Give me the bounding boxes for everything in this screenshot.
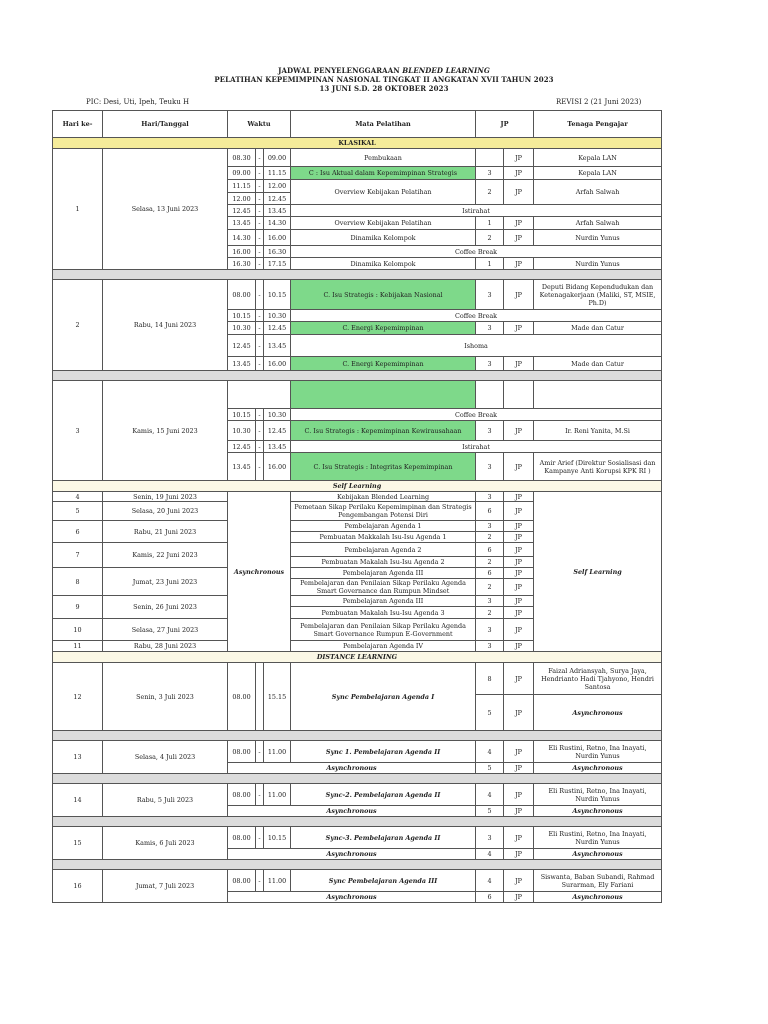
day-number: 11 [53, 641, 103, 652]
jp-number: 2 [476, 579, 504, 596]
jp-number: 3 [476, 492, 504, 502]
jp-unit: JP [504, 453, 534, 481]
break-cell: Coffee Break [291, 409, 662, 421]
table-row [53, 784, 662, 806]
section-title: KLASIKAL [53, 138, 662, 149]
jp-number: 2 [476, 230, 504, 246]
pic-label: PIC: Desi, Uti, Ipeh, Teuku H [86, 98, 190, 106]
jp-unit: JP [504, 543, 534, 557]
async-label: Asynchronous [228, 892, 476, 903]
col-waktu: Waktu [228, 111, 291, 138]
day-number: 9 [53, 596, 103, 619]
course-cell: Overview Kebijakan Pelatihan [291, 180, 476, 205]
jp-unit: JP [504, 357, 534, 371]
course-cell: Pembelajaran Agenda 1 [291, 521, 476, 532]
start-time: 10.15 [228, 409, 256, 421]
jp-unit: JP [504, 596, 534, 607]
start-time: 10.30 [228, 322, 256, 335]
day-number: 13 [53, 741, 103, 774]
jp-unit: JP [504, 663, 534, 695]
start-time: 12.45 [228, 335, 256, 357]
separator-row [53, 270, 662, 280]
jp-unit: JP [504, 217, 534, 230]
jp-number: 3 [476, 322, 504, 335]
course-cell: Pembuatan Makkalah Isu-Isu Agenda 1 [291, 532, 476, 543]
table-row [53, 827, 662, 849]
jp-unit: JP [504, 492, 534, 502]
time-dash: - [256, 441, 264, 453]
col-tanggal: Hari/Tanggal [103, 111, 228, 138]
start-time: 11.15 [228, 180, 256, 193]
time-dash: - [256, 322, 264, 335]
jp-unit: JP [504, 322, 534, 335]
course-cell: Pembuatan Makalah Isu-Isu Agenda 2 [291, 557, 476, 568]
end-time: 11.00 [264, 870, 291, 892]
day-date: Rabu, 5 Juli 2023 [103, 784, 228, 817]
end-time: 12.45 [264, 322, 291, 335]
time-dash: - [256, 149, 264, 167]
async-label: Asynchronous [228, 492, 291, 652]
day-date: Jumat, 23 Juni 2023 [103, 568, 228, 596]
time-dash: - [256, 409, 264, 421]
time-dash: - [256, 205, 264, 217]
time-dash: - [256, 357, 264, 371]
teacher-cell: Asynchronous [534, 695, 662, 731]
jp-number: 3 [476, 357, 504, 371]
day-date: Selasa, 27 Juni 2023 [103, 619, 228, 641]
day-number: 2 [53, 280, 103, 371]
jp-number: 6 [476, 568, 504, 579]
jp-number: 1 [476, 258, 504, 270]
teacher-cell: Nurdin Yunus [534, 258, 662, 270]
day-date: Rabu, 21 Juni 2023 [103, 521, 228, 543]
jp-number: 6 [476, 543, 504, 557]
day-number: 10 [53, 619, 103, 641]
start-time: 13.45 [228, 217, 256, 230]
separator-cell [53, 731, 662, 741]
day-date: Kamis, 22 Juni 2023 [103, 543, 228, 568]
jp-unit: JP [504, 532, 534, 543]
teacher-cell: Eli Rustini, Retno, Ina Inayati, Nurdin Yunus [534, 784, 662, 806]
end-time: 12.00 [264, 180, 291, 193]
teacher-cell: Eli Rustini, Retno, Ina Inayati, Nurdin Yunus [534, 741, 662, 763]
end-time: 10.30 [264, 409, 291, 421]
time-dash: - [256, 421, 264, 441]
start-time: 08.00 [228, 280, 256, 310]
jp-number: 6 [476, 892, 504, 903]
teacher-cell: Siswanta, Baban Subandi, Rahmad Surarman, Ely Fariani [534, 870, 662, 892]
separator-cell [53, 817, 662, 827]
teacher-cell: Kepala LAN [534, 167, 662, 180]
jp-number: 4 [476, 784, 504, 806]
header-row [53, 111, 662, 138]
start-time: 12.45 [228, 205, 256, 217]
jp-unit: JP [504, 892, 534, 903]
day-date: Rabu, 28 Juni 2023 [103, 641, 228, 652]
day-date: Kamis, 15 Juni 2023 [103, 381, 228, 481]
jp-unit: JP [504, 870, 534, 892]
jp-unit: JP [504, 641, 534, 652]
jp-unit: JP [504, 827, 534, 849]
table-row [53, 280, 662, 310]
end-time: 11.15 [264, 167, 291, 180]
time-dash: - [256, 180, 264, 193]
day-date: Kamis, 6 Juli 2023 [103, 827, 228, 860]
table-row [53, 492, 662, 502]
jp-number: 3 [476, 521, 504, 532]
jp-unit: JP [504, 280, 534, 310]
jp-unit: JP [504, 521, 534, 532]
day-number: 5 [53, 502, 103, 521]
async-label: Asynchronous [228, 849, 476, 860]
course-cell: Sync-3. Pembelajaran Agenda II [291, 827, 476, 849]
separator-cell [53, 371, 662, 381]
doc-title-line-2: PELATIHAN KEPEMIMPINAN NASIONAL TINGKAT II ANGKATAN XVII TAHUN 2023 [214, 75, 554, 84]
jp-unit: JP [504, 695, 534, 731]
jp-unit: JP [504, 230, 534, 246]
course-cell: Pembelajaran dan Penilaian Sikap Perilaku Agenda Smart Governance dan Rumpun Mindset [291, 579, 476, 596]
teacher-cell: Deputi Bidang Kependudukan dan Ketenagakerjaan (Maliki, ST, MSIE, Ph.D) [534, 280, 662, 310]
course-cell: Pembuatan Makalah Isu-Isu Agenda 3 [291, 607, 476, 619]
start-time: 08.30 [228, 149, 256, 167]
doc-title-line-3: 13 JUNI S.D. 28 OKTOBER 2023 [319, 84, 449, 93]
jp-number: 6 [476, 502, 504, 521]
col-mata: Mata Pelatihan [291, 111, 476, 138]
section-row [53, 652, 662, 663]
teacher-cell: Kepala LAN [534, 149, 662, 167]
jp-unit: JP [504, 607, 534, 619]
separator-cell [53, 270, 662, 280]
jp-number: 1 [476, 217, 504, 230]
end-time: 13.45 [264, 335, 291, 357]
course-cell: C. Energi Kepemimpinan [291, 357, 476, 371]
start-time: 12.45 [228, 441, 256, 453]
jp-number: 5 [476, 695, 504, 731]
course-cell: Pembelajaran Agenda IV [291, 641, 476, 652]
async-label: Asynchronous [228, 806, 476, 817]
end-time: 13.45 [264, 441, 291, 453]
start-time: 08.00 [228, 870, 256, 892]
end-time: 13.45 [264, 205, 291, 217]
course-cell [291, 381, 476, 409]
col-jp: JP [476, 111, 534, 138]
jp-unit: JP [504, 180, 534, 205]
break-cell: Istirahat [291, 205, 662, 217]
day-number: 3 [53, 381, 103, 481]
break-cell: Istirahat [291, 441, 662, 453]
break-cell: Coffee Break [291, 310, 662, 322]
start-time: 14.30 [228, 230, 256, 246]
time-dash: - [256, 167, 264, 180]
col-hari-ke: Hari ke- [53, 111, 103, 138]
teacher-cell: Asynchronous [534, 849, 662, 860]
col-pengajar: Tenaga Pengajar [534, 111, 662, 138]
start-time: 08.00 [228, 663, 256, 731]
start-time: 09.00 [228, 167, 256, 180]
jp-number [476, 149, 504, 167]
schedule-table [52, 110, 662, 903]
jp-number: 2 [476, 532, 504, 543]
day-date: Selasa, 4 Juli 2023 [103, 741, 228, 774]
start-time: 13.45 [228, 453, 256, 481]
course-cell: Sync 1. Pembelajaran Agenda II [291, 741, 476, 763]
jp-number: 3 [476, 619, 504, 641]
jp-number: 3 [476, 827, 504, 849]
course-cell: Pemetaan Sikap Perilaku Kepemimpinan dan Strategis Pengembangan Potensi Diri [291, 502, 476, 521]
course-cell: Pembelajaran Agenda III [291, 568, 476, 579]
jp-unit: JP [504, 763, 534, 774]
teacher-cell: Arfah Salwah [534, 217, 662, 230]
day-date: Senin, 26 Juni 2023 [103, 596, 228, 619]
course-cell: Overview Kebijakan Pelatihan [291, 217, 476, 230]
time-dash: - [256, 230, 264, 246]
separator-row [53, 817, 662, 827]
separator-row [53, 774, 662, 784]
separator-cell [53, 860, 662, 870]
end-time: 10.15 [264, 827, 291, 849]
jp-unit: JP [504, 806, 534, 817]
jp-number: 3 [476, 280, 504, 310]
jp-number: 4 [476, 741, 504, 763]
table-row [53, 149, 662, 167]
course-cell: C. Isu Strategis : Integritas Kepemimpinan [291, 453, 476, 481]
end-time: 11.00 [264, 784, 291, 806]
course-cell: Pembelajaran Agenda 2 [291, 543, 476, 557]
self-learning-label: Self Learning [534, 492, 662, 652]
day-number: 4 [53, 492, 103, 502]
course-cell: C. Energi Kepemimpinan [291, 322, 476, 335]
end-time: 11.00 [264, 741, 291, 763]
time-dash: - [256, 258, 264, 270]
jp-unit: JP [504, 167, 534, 180]
end-time: 14.30 [264, 217, 291, 230]
separator-cell [53, 774, 662, 784]
jp-number: 5 [476, 763, 504, 774]
teacher-cell: Made dan Catur [534, 357, 662, 371]
table-row [53, 870, 662, 892]
jp-unit: JP [504, 741, 534, 763]
start-time: 08.00 [228, 784, 256, 806]
day-number: 6 [53, 521, 103, 543]
end-time: 12.45 [264, 193, 291, 205]
end-time: 09.00 [264, 149, 291, 167]
jp-unit: JP [504, 849, 534, 860]
day-date: Senin, 3 Juli 2023 [103, 663, 228, 731]
teacher-cell: Made dan Catur [534, 322, 662, 335]
end-time: 17.15 [264, 258, 291, 270]
start-time: 13.45 [228, 357, 256, 371]
time-dash: - [256, 310, 264, 322]
time-dash: - [256, 217, 264, 230]
separator-row [53, 731, 662, 741]
table-row [53, 381, 662, 409]
jp-unit: JP [504, 258, 534, 270]
end-time: 16.00 [264, 357, 291, 371]
time-dash: - [256, 741, 264, 763]
table-row [53, 741, 662, 763]
teacher-cell: Nurdin Yunus [534, 230, 662, 246]
jp-number: 4 [476, 849, 504, 860]
day-date: Jumat, 7 Juli 2023 [103, 870, 228, 903]
course-cell: Dinamika Kelompok [291, 230, 476, 246]
start-time: 16.00 [228, 246, 256, 258]
end-time: 12.45 [264, 421, 291, 441]
jp-unit [504, 381, 534, 409]
jp-unit: JP [504, 784, 534, 806]
teacher-cell: Faizal Adriansyah, Surya Jaya, Hendrianto Hadi Tjahyono, Hendri Santosa [534, 663, 662, 695]
start-time: 08.00 [228, 741, 256, 763]
jp-number: 8 [476, 663, 504, 695]
break-cell: Ishoma [291, 335, 662, 357]
jp-unit: JP [504, 619, 534, 641]
teacher-cell: Eli Rustini, Retno, Ina Inayati, Nurdin Yunus [534, 827, 662, 849]
day-number: 16 [53, 870, 103, 903]
teacher-cell: Arfah Salwah [534, 180, 662, 205]
time-dash: - [256, 280, 264, 310]
course-cell: Sync-2. Pembelajaran Agenda II [291, 784, 476, 806]
teacher-cell: Asynchronous [534, 806, 662, 817]
start-time: 16.30 [228, 258, 256, 270]
course-cell: Pembukaan [291, 149, 476, 167]
end-time: 16.30 [264, 246, 291, 258]
start-time: 08.00 [228, 827, 256, 849]
jp-unit: JP [504, 149, 534, 167]
course-cell: Kebijakan Blended Learning [291, 492, 476, 502]
jp-number: 3 [476, 453, 504, 481]
start-time: 10.15 [228, 310, 256, 322]
course-cell: C. Isu Strategis : Kebijakan Nasional [291, 280, 476, 310]
time-dash: - [256, 335, 264, 357]
course-cell: Sync Pembelajaran Agenda III [291, 870, 476, 892]
jp-unit: JP [504, 421, 534, 441]
doc-title-line-1: JADWAL PENYELENGGARAAN BLENDED LEARNING [278, 66, 490, 75]
course-cell: Pembelajaran dan Penilaian Sikap Perilaku Agenda Smart Governance Rumpun E-Government [291, 619, 476, 641]
time-dash: - [256, 246, 264, 258]
day-number: 12 [53, 663, 103, 731]
jp-number: 2 [476, 180, 504, 205]
time-dash: - [256, 870, 264, 892]
time-dash: - [256, 784, 264, 806]
course-cell: Dinamika Kelompok [291, 258, 476, 270]
table-row [53, 663, 662, 695]
jp-number: 4 [476, 870, 504, 892]
day-date: Selasa, 13 Juni 2023 [103, 149, 228, 270]
day-number: 1 [53, 149, 103, 270]
section-title: DISTANCE LEARNING [53, 652, 662, 663]
jp-number [476, 381, 504, 409]
jp-unit: JP [504, 579, 534, 596]
jp-unit: JP [504, 557, 534, 568]
jp-number: 2 [476, 557, 504, 568]
separator-row [53, 860, 662, 870]
jp-number: 5 [476, 806, 504, 817]
break-cell: Coffee Break [291, 246, 662, 258]
day-date: Selasa, 20 Juni 2023 [103, 502, 228, 521]
teacher-cell: Amir Arief (Direktur Sosialisasi dan Kampanye Anti Korupsi KPK RI ) [534, 453, 662, 481]
day-date: Senin, 19 Juni 2023 [103, 492, 228, 502]
end-time: 15.15 [264, 663, 291, 731]
jp-number: 3 [476, 641, 504, 652]
course-cell: C. Isu Strategis : Kepemimpinan Kewirausahaan [291, 421, 476, 441]
teacher-cell: Asynchronous [534, 892, 662, 903]
jp-number: 3 [476, 167, 504, 180]
time-dash: - [256, 453, 264, 481]
end-time: 16.00 [264, 230, 291, 246]
day-number: 7 [53, 543, 103, 568]
jp-unit: JP [504, 568, 534, 579]
end-time: 10.15 [264, 280, 291, 310]
jp-unit: JP [504, 502, 534, 521]
start-time: 12.00 [228, 193, 256, 205]
teacher-cell [534, 381, 662, 409]
course-cell: Sync Pembelajaran Agenda I [291, 663, 476, 731]
end-time: 10.30 [264, 310, 291, 322]
section-title: Self Learning [53, 481, 662, 492]
time-dash: - [256, 827, 264, 849]
revision-label: REVISI 2 (21 Juni 2023) [556, 98, 642, 106]
course-cell: C : Isu Aktual dalam Kepemimpinan Strategis [291, 167, 476, 180]
end-time: 16.00 [264, 453, 291, 481]
jp-number: 3 [476, 421, 504, 441]
time-dash: - [256, 193, 264, 205]
day-number: 8 [53, 568, 103, 596]
day-date: Rabu, 14 Juni 2023 [103, 280, 228, 371]
start-time: 10.30 [228, 421, 256, 441]
section-row [53, 138, 662, 149]
course-cell: Pembelajaran Agenda III [291, 596, 476, 607]
jp-number: 2 [476, 607, 504, 619]
section-row [53, 481, 662, 492]
teacher-cell: Ir. Reni Yanita, M.Si [534, 421, 662, 441]
day-number: 15 [53, 827, 103, 860]
day-number: 14 [53, 784, 103, 817]
jp-number: 3 [476, 596, 504, 607]
time-dash [256, 663, 264, 731]
teacher-cell: Asynchronous [534, 763, 662, 774]
time-cell [228, 381, 291, 409]
separator-row [53, 371, 662, 381]
async-label: Asynchronous [228, 763, 476, 774]
